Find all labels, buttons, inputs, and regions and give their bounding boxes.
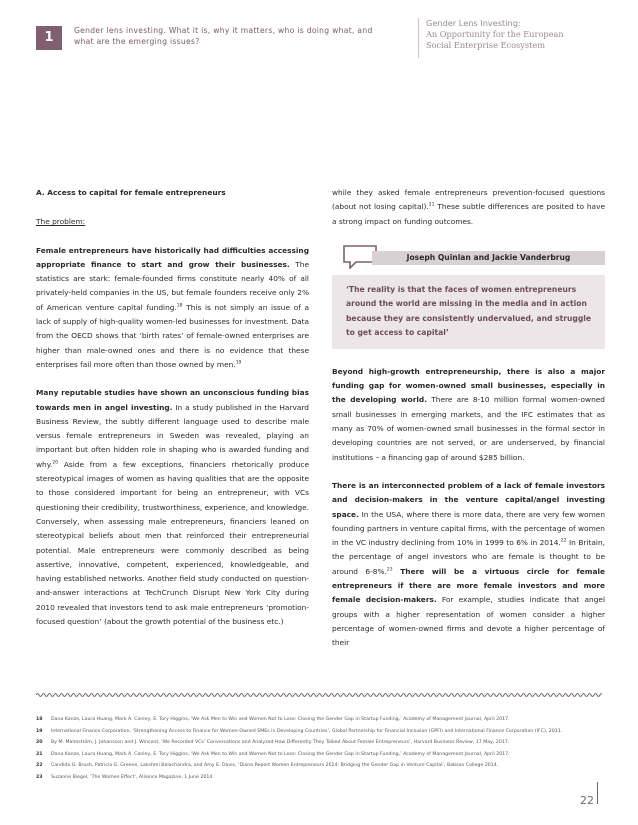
paragraph-2-text-a: In a study published in the Harvard Business Review, the subtly different language used to describe male versus female entrepreneurs in Sweden was revealed, playing an important but often hidden role in shaping who is awarded funding and why. bbox=[36, 402, 310, 469]
left-column bbox=[36, 186, 309, 629]
page-number: 22 bbox=[580, 794, 594, 807]
paragraph-4-bold-2: There will be a virtuous circle for female entrepreneurs if there are more female investors and more female decision-makers. bbox=[332, 566, 605, 605]
footnote-text: Candida G. Brush, Patricia G. Greene, Lakshmi Balachandra, and Amy E. Davis, ‘Diana Report Women Entrepreneurs 2014: Bridging the Gender Gap in Venture Capital’, Babson College 2014. bbox=[51, 763, 499, 769]
quote-attribution: Joseph Quinlan and Jackie Vanderbrug bbox=[372, 251, 605, 265]
footnote-number: 20 bbox=[36, 740, 43, 746]
chapter-title: Gender lens investing. What it is, why it matters, who is doing what, and what are the emerging issues? bbox=[74, 26, 373, 46]
paragraph-2 bbox=[36, 386, 309, 629]
page-header bbox=[0, 0, 638, 60]
paragraph-3-text: There are 8-10 million formal women-owned small businesses in emerging markets, and the IFC estimates that as many as 70% of women-owned small businesses in the formal sector in developing countries are not served, or are underserved, by financial institutions – a financing gap of around $285 billion. bbox=[332, 395, 605, 462]
paragraph-2-text-b: Aside from a few exceptions, financiers rhetorically produce stereotypical images of women as having qualities that are the opposite to those considered important for being an entrepreneur, with VCs questioning their credibility, trustworthiness, experience, and knowledge. Conversely, when assessing male entrepreneurs, financiers leaned on stereotypical beliefs about men that reinforced their entrepreneurial potential. Male entrepreneurs were commonly described as being assertive, innovative, competent, experienced, knowledgeable, and having established networks. Another field study conducted on question-and-answer interactions at TechCrunch Disrupt New York City during 2010 revealed that investors tend to ask male entrepreneurs ‘promotion-focused question’ (about the growth potential of the business etc.) bbox=[36, 459, 309, 627]
footnote-text: Dana Kanze, Laura Huang, Mark A. Conley, E. Tory Higgins, ‘We Ask Men to Win and Women Not to Lose: Closing the Gender Gap in Startup Funding,’ Academy of Management Journal, April 2017. bbox=[51, 717, 510, 722]
chapter-number-badge: 1 bbox=[36, 26, 62, 50]
footnote-item bbox=[36, 716, 602, 724]
footnotes bbox=[36, 716, 602, 786]
footnote-number: 22 bbox=[36, 763, 43, 769]
paragraph-4-text-b: In Britain, the percentage of angel investors who are female is thought to be around 6-8%. bbox=[332, 538, 606, 576]
paragraph-continued bbox=[332, 186, 605, 229]
paragraph-4-text-a: In the USA, where there is more data, there are very few women founding partners in venture capital firms, with the percentage of women in the VC industry declining from 10% in 1999 to 6% in 2014. bbox=[332, 509, 605, 548]
paragraph-4 bbox=[332, 479, 605, 651]
publication-title-line-1: Gender Lens Investing: bbox=[426, 18, 521, 28]
footnote-number: 18 bbox=[36, 717, 43, 722]
footnote-text: Dana Kanze, Laura Huang, Mark A. Conley, E. Tory Higgins, ‘We Ask Men to Win and Women Not to Lose: Closing the Gender Gap in Startup Funding,’ Academy of Management Journal, April 2017. bbox=[51, 751, 510, 757]
footnote-number: 19 bbox=[36, 728, 43, 734]
publication-title bbox=[426, 18, 626, 51]
right-column bbox=[332, 186, 605, 651]
paragraph-4-lead: There is an interconnected problem of a lack of female investors and decision-makers in the venture capital/angel investing space. bbox=[332, 480, 605, 519]
publication-title-line-3: Social Enterprise Ecosystem bbox=[426, 40, 545, 50]
paragraph-1-text-b: This is not simply an issue of a lack of supply of high-quality women-led businesses for investment. Data from the OECD shows that ‘birth rates’ of female-owned enterprises are higher than male-owned ones and there is no evidence that these enterprises fail more often than those owned by men. bbox=[36, 302, 309, 369]
section-heading: A. Access to capital for female entrepreneurs bbox=[36, 188, 226, 197]
footnote-number: 21 bbox=[36, 751, 43, 757]
footnote-item bbox=[36, 728, 602, 736]
paragraph-1 bbox=[36, 244, 309, 373]
publication-title-line-2: An Opportunity for the European bbox=[426, 29, 564, 39]
wave-divider bbox=[36, 690, 602, 700]
footnote-text: By M. Malmström, J. Johansson and J. Wincent, ‘We Recorded VCs’ Conversations and Analyzed How Differently They Talked About Female Entrepreneurs’, Harvard Business Review, 17 May, 2017. bbox=[51, 740, 510, 746]
footnote-item bbox=[36, 774, 602, 782]
footnote-text: International Finance Corporation, ‘Strengthening Access to Finance for Women-Owned SMEs in Developing Countries’, Global Partnership for Financial Inclusion (GPFI) and International Finance Corporation (IFC), 2011. bbox=[51, 728, 563, 734]
paragraph-1-lead: Female entrepreneurs have historically had difficulties accessing appropriate finance to start and grow their businesses. bbox=[36, 245, 309, 269]
footnote-number: 23 bbox=[36, 774, 43, 780]
footnote-ref-21: 21 bbox=[428, 202, 435, 208]
footnote-text: Suzanne Biegel, ‘The Women Effect’, Alliance Magazine, 1 June 2014. bbox=[51, 774, 214, 780]
paragraph-1-text-a: The statistics are stark: female-founded firms constitute nearly 40% of all privately-held companies in the US, but female founders receive only 2% of American venture capital funding. bbox=[36, 259, 309, 312]
footnote-ref-22: 22 bbox=[560, 538, 567, 544]
footnote-ref-23: 23 bbox=[386, 567, 393, 573]
footnote-item bbox=[36, 762, 602, 770]
footnote-item bbox=[36, 751, 602, 759]
quote-text: ‘The reality is that the faces of women entrepreneurs around the world are missing in the media and in action because they are consistently undervalued, and struggle to get access to capital’ bbox=[332, 275, 605, 349]
subheading-problem: The problem: bbox=[36, 217, 86, 227]
paragraph-continued-text-a: while they asked female entrepreneurs prevention-focused questions (about not losing capital). bbox=[332, 188, 605, 212]
footnote-item bbox=[36, 739, 602, 747]
paragraph-continued-text-b: These subtle differences are posited to have a strong impact on funding outcomes. bbox=[332, 202, 605, 226]
header-divider bbox=[418, 18, 419, 58]
footnote-ref-20: 20 bbox=[52, 460, 59, 466]
pull-quote bbox=[332, 245, 605, 355]
paragraph-4-text-c: For example, studies indicate that angel groups with a higher representation of women consider a higher percentage of women-owned firms and devote a higher percentage of their bbox=[332, 595, 605, 648]
footnote-ref-18: 18 bbox=[176, 303, 183, 309]
paragraph-3-lead: Beyond high-growth entrepreneurship, there is also a major funding gap for women-owned small businesses, especially in the developing world. bbox=[332, 366, 605, 405]
page-number-bar bbox=[597, 782, 598, 804]
paragraph-3 bbox=[332, 365, 605, 465]
paragraph-2-lead: Many reputable studies have shown an unconscious funding bias towards men in angel investing. bbox=[36, 388, 309, 412]
footnote-ref-19: 19 bbox=[235, 360, 242, 366]
